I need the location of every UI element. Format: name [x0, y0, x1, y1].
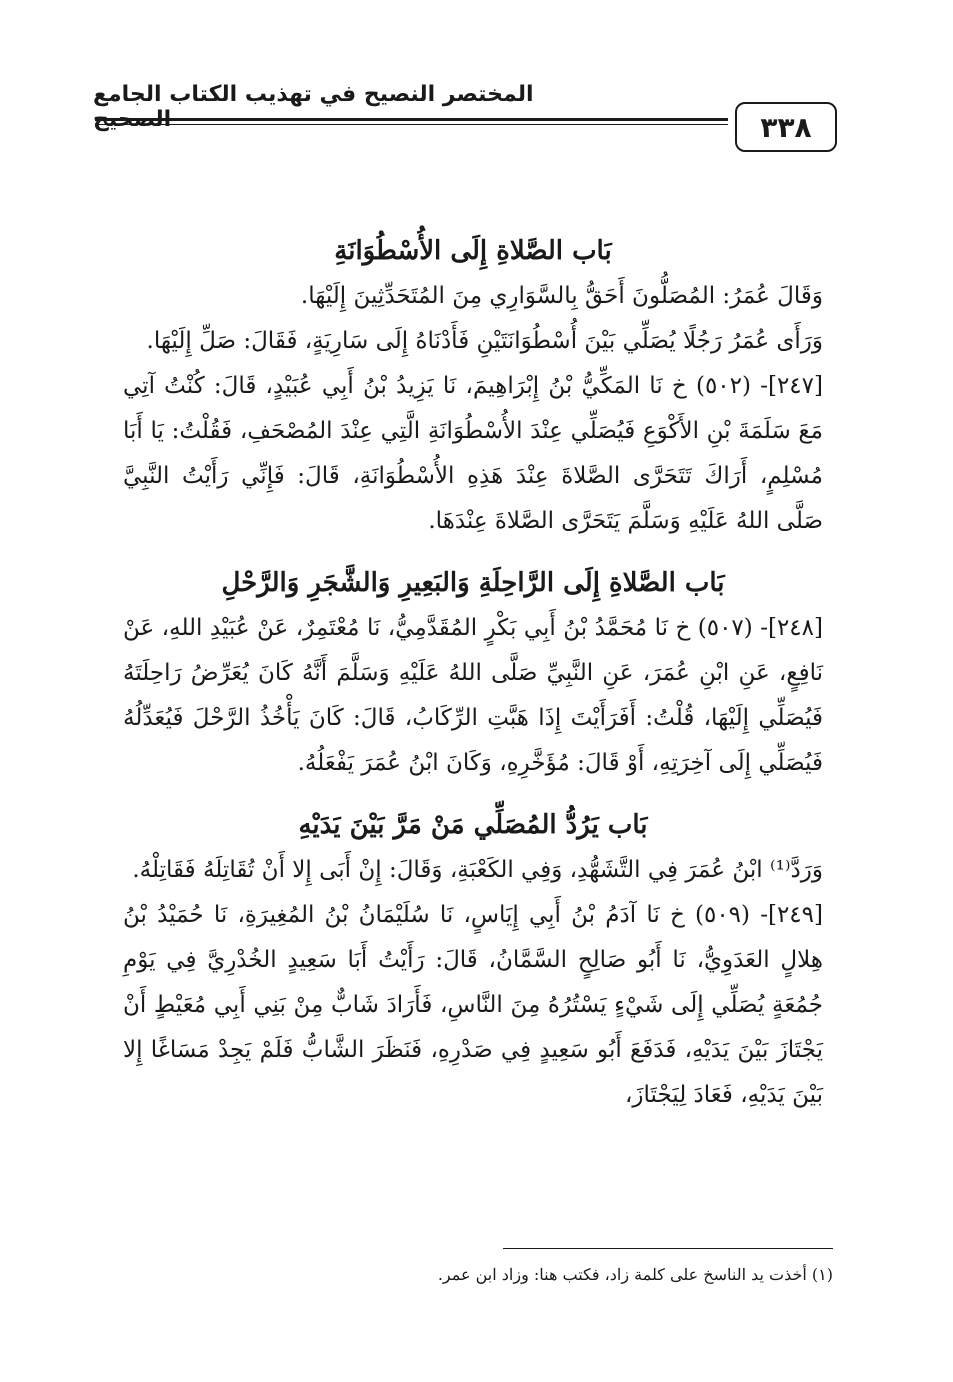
- footnote: (١) أخذت يد الناسخ على كلمة زاد، فكتب هنا: وزاد ابن عمر.: [437, 1265, 833, 1284]
- footnote-separator: [503, 1248, 833, 1249]
- hadith-249: [٢٤٩]- (٥٠٩) خ نَا آدَمُ بْنُ أَبِي إِيَاسٍ، نَا سُلَيْمَانُ بْنُ المُغِيرَةِ، نَا حُمَيْدُ بْنُ هِلالٍ العَدَوِيُّ، نَا أَبُو صَالِحٍ السَّمَّانُ، قَالَ: رَأَيْتُ أَبَا سَعِيدٍ الخُدْرِيَّ فِي يَوْمِ جُمُعَةٍ يُصَلِّي إِلَى شَيْءٍ يَسْتُرُهُ مِنَ النَّاسِ، فَأَرَادَ شَابٌّ مِنْ بَنِي أَبِي مُعَيْطٍ أَنْ يَجْتَازَ بَيْنَ يَدَيْهِ، فَدَفَعَ أَبُو سَعِيدٍ فِي صَدْرِهِ، فَنَظَرَ الشَّابُّ فَلَمْ يَجِدْ مَسَاغًا إِلا بَيْنَ يَدَيْهِ، فَعَادَ لِيَجْتَازَ،: [123, 902, 823, 1108]
- header-rule-thin: [95, 124, 728, 125]
- page-number: ٣٣٨: [735, 102, 837, 152]
- header-rule-thick: [95, 118, 728, 121]
- chapter-title-pillar: بَاب الصَّلاةِ إِلَى الأُسْطُوَانَةِ: [334, 236, 612, 266]
- book-title: المختصر النصيح في تهذيب الكتاب الجامع الصحيح: [93, 82, 534, 132]
- page-body: [123, 228, 823, 1118]
- chapter-title-passer: بَاب يَرُدُّ المُصَلِّي مَنْ مَرَّ بَيْنَ يَدَيْهِ: [298, 810, 648, 840]
- chapter-title-mount: بَاب الصَّلاةِ إِلَى الرَّاحِلَةِ وَالبَعِيرِ وَالشَّجَرِ وَالرَّحْلِ: [221, 568, 725, 598]
- hadith-248: [٢٤٨]- (٥٠٧) خ نَا مُحَمَّدُ بْنُ أَبِي بَكْرٍ المُقَدَّمِيُّ، نَا مُعْتَمِرٌ، عَنْ عُبَيْدِ اللهِ، عَنْ نَافِعٍ، عَنِ ابْنِ عُمَرَ، عَنِ النَّبِيِّ صَلَّى اللهُ عَلَيْهِ وَسَلَّمَ أَنَّهُ كَانَ يُعَرِّضُ رَاحِلَتَهُ فَيُصَلِّي إِلَيْهَا، قُلْتُ: أَفَرَأَيْتَ إِذَا هَبَّتِ الرِّكَابُ، قَالَ: كَانَ يَأْخُذُ الرَّحْلَ فَيُعَدِّلُهُ فَيُصَلِّي إِلَى آخِرَتِهِ، أَوْ قَالَ: مُؤَخَّرِهِ، وَكَانَ ابْنُ عُمَرَ يَفْعَلُهُ.: [123, 615, 823, 776]
- hadith-247: [٢٤٧]- (٥٠٢) خ نَا المَكِّيُّ بْنُ إِبْرَاهِيمَ، نَا يَزِيدُ بْنُ أَبِي عُبَيْدٍ، قَالَ: كُنْتُ آتِي مَعَ سَلَمَةَ بْنِ الأَكْوَعِ فَيُصَلِّي عِنْدَ الأُسْطُوَانَةِ الَّتِي عِنْدَ المُصْحَفِ، فَقُلْتُ: يَا أَبَا مُسْلِمٍ، أَرَاكَ تَتَحَرَّى الصَّلاةَ عِنْدَ هَذِهِ الأُسْطُوَانَةِ، قَالَ: فَإِنِّي رَأَيْتُ النَّبِيَّ صَلَّى اللهُ عَلَيْهِ وَسَلَّمَ يَتَحَرَّى الصَّلاةَ عِنْدَهَا.: [123, 373, 823, 534]
- paragraph: وَرَدَّ⁽¹⁾ ابْنُ عُمَرَ فِي التَّشَهُّدِ، وَفِي الكَعْبَةِ، وَقَالَ: إِنْ أَبَى إِلا أَنْ تُقَاتِلَهُ فَقَاتِلْهُ.: [132, 857, 823, 883]
- paragraph: وَقَالَ عُمَرُ: المُصَلُّونَ أَحَقُّ بِالسَّوَارِي مِنَ المُتَحَدِّثِينَ إِلَيْهَا.: [300, 283, 823, 309]
- paragraph: وَرَأَى عُمَرُ رَجُلًا يُصَلِّي بَيْنَ أُسْطُوَانَتَيْنِ فَأَدْنَاهُ إِلَى سَارِيَةٍ، فَقَالَ: صَلِّ إِلَيْهَا.: [146, 328, 823, 354]
